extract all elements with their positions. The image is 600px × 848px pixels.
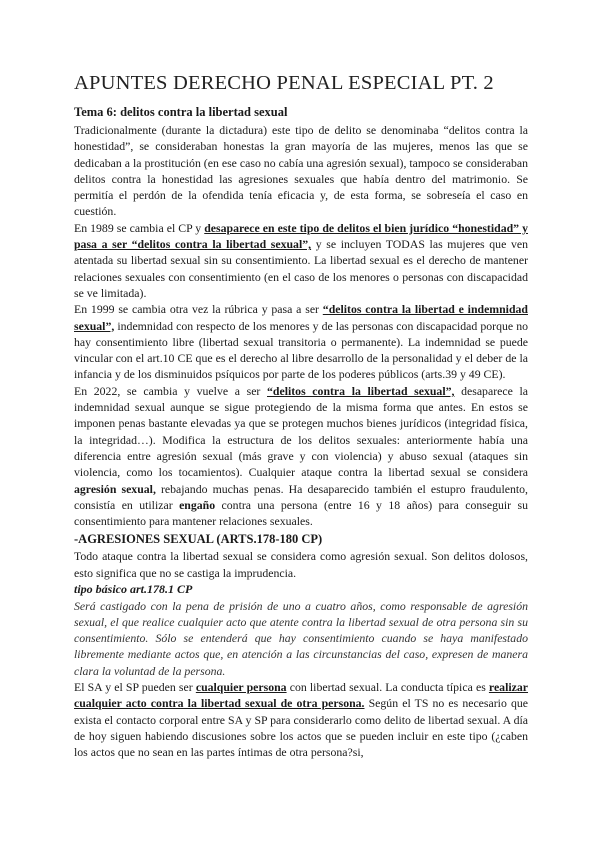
legal-quote: Será castigado con la pena de prisión de uno a cuatro años, como responsable de agresión sexual, el que realice cualquier acto que atente contra la libertad sexual de otra persona sin su consentimiento. Sólo se entenderá que hay consentimiento cuando se haya manifestado libremente mediante actos que, en atención a las circunstancias del caso, expresen de manera clara la voluntad de la persona. (74, 598, 528, 678)
paragraph-agresion: Todo ataque contra la libertad sexual se considera como agresión sexual. Son delitos dolosos, esto significa que no se castiga la imprudencia. (74, 549, 528, 580)
text-run: Según el TS no es necesario que exista el contacto corporal entre SA y SP para considerarlo como delito de libertad sexual. A día de hoy siguen habiendo discusiones sobre los actos que se pueden incluir en este tipo (¿caben los actos que no sean en las partes íntimas de otra persona?si, (74, 696, 528, 760)
text-run: y se incluyen TODAS las mujeres que ven atentada su libertad sexual sin su consentimiento. La libertad sexual es el derecho de mantener relaciones sexuales con consentimiento (en el caso de los menores o personas con discapacidad se ve limitada). (74, 237, 528, 300)
paragraph-sujetos (74, 679, 528, 760)
text-run: contra una persona (entre 16 y 18 años) para conseguir su consentimiento para mantener relaciones sexuales. (74, 497, 528, 529)
emphasis-run: “delitos contra la libertad e indemnidad sexual”, (74, 302, 528, 333)
emphasis-run: realizar cualquier acto contra la libertad sexual de otra persona. (74, 680, 529, 711)
text-run: indemnidad con respecto de los menores y de las personas con discapacidad porque no hay consentimiento libre (libertad sexual transitoria o permanente). La indemnidad se puede vincular con el art.10 CE que es el derecho al libre desarrollo de la personalidad y el deber de la infancia y de los disminuidos psíquicos por parte de los poderes públicos (arts.39 y 49 CE). (74, 318, 528, 382)
bold-run: engaño (179, 497, 216, 512)
text-run: En 1989 se cambia el CP y (74, 220, 205, 235)
emphasis-run: cualquier persona (195, 680, 287, 694)
text-run: con libertad sexual. La conducta típica es (286, 680, 489, 694)
paragraph-1989 (74, 220, 528, 301)
paragraph-history: Tradicionalmente (durante la dictadura) este tipo de delito se denominaba “delitos contra la honestidad”, se consideraban honestas la gran mayoría de las mujeres, menos las que se dedicaban a la prostitución (en ese caso no cabía una agresión sexual), tampoco se consideraban delitos contra la honestidad las agresiones sexuales que había dentro del matrimonio. Se permitía el perdón de la ofendida tenía eficacia y, de esta forma, se sobreseía el caso en cuestión. (74, 123, 528, 219)
topic-heading: Tema 6: delitos contra la libertad sexual (74, 105, 288, 119)
emphasis-run: desaparece en este tipo de delitos el bien jurídico “honestidad” y pasa a ser “delitos contra la libertad sexual”, (74, 220, 528, 252)
text-run: En 1999 se cambia otra vez la rúbrica y pasa a ser (74, 302, 323, 317)
text-run: desaparece la indemnidad sexual aunque se sigue protegiendo de la misma forma que antes. En estos se imponen penas bastante elevadas ya que se protegen muchos bienes jurídicos (integridad física, la integridad…). Modifica la estructura de los delitos sexuales: anteriormente había una diferencia entre agresión sexual (más grave y con violencia) y abuso sexual (ataques sin violencia, como los tocamientos). Cualquier ataque contra la libertad sexual se considera (74, 383, 528, 480)
page-title: APUNTES DERECHO PENAL ESPECIAL PT. 2 (74, 72, 494, 94)
section-heading: -AGRESIONES SEXUAL (ARTS.178-180 CP) (74, 532, 323, 547)
paragraph-1999 (74, 301, 528, 382)
subsection-heading: tipo básico art.178.1 CP (74, 582, 193, 597)
paragraph-2022 (74, 383, 528, 530)
bold-run: agresión sexual, (74, 481, 156, 496)
text-run: El SA y el SP pueden ser (74, 680, 196, 694)
text-run: En 2022, se cambia y vuelve a ser (74, 383, 267, 398)
text-run: rebajando muchas penas. Ha desaparecido también el estupro fraudulento, consistía en utilizar (74, 481, 528, 512)
emphasis-run: “delitos contra la libertad sexual”, (267, 383, 455, 398)
